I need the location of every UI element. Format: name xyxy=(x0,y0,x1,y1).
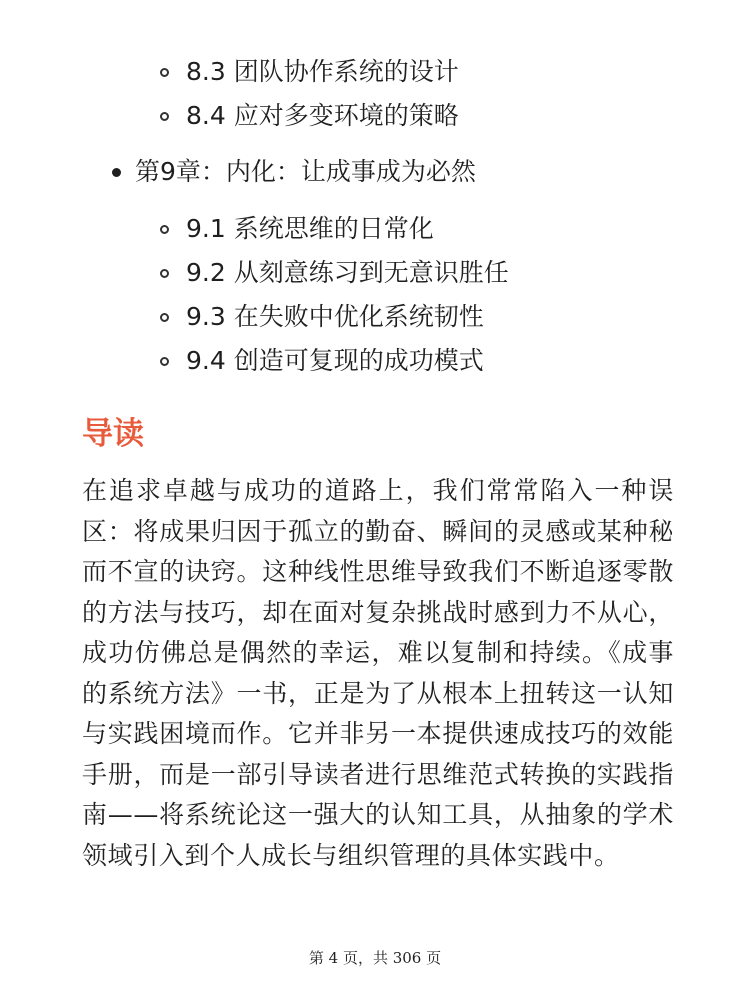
toc-item-8-4[interactable] xyxy=(160,96,459,136)
toc-item-9-1[interactable] xyxy=(160,209,434,249)
toc-item-label: 8.4 应对多变环境的策略 xyxy=(186,101,459,130)
page-number-footer: 第 4 页，共 306 页 xyxy=(308,949,442,967)
toc-item-label: 9.1 系统思维的日常化 xyxy=(186,214,434,243)
toc-item-label: 9.4 创造可复现的成功模式 xyxy=(186,346,484,375)
toc-chapter-9[interactable] xyxy=(112,152,476,192)
hollow-circle-bullet-icon xyxy=(160,68,169,77)
toc-item-9-3[interactable] xyxy=(160,297,484,337)
filled-dot-bullet-icon xyxy=(112,168,121,177)
toc-item-label: 8.3 团队协作系统的设计 xyxy=(186,57,459,86)
toc-item-label: 9.3 在失败中优化系统韧性 xyxy=(186,302,484,331)
hollow-circle-bullet-icon xyxy=(160,313,169,322)
toc-item-8-3[interactable] xyxy=(160,52,459,92)
toc-item-9-2[interactable] xyxy=(160,253,509,293)
section-heading: 导读 xyxy=(82,416,144,452)
intro-paragraph: 在追求卓越与成功的道路上，我们常常陷入一种误区：将成果归因于孤立的勤奋、瞬间的灵感或某种秘而不宣的诀窍。这种线性思维导致我们不断追逐零散的方法与技巧，却在面对复杂挑战时感到力不从心，成功仿佛总是偶然的幸运，难以复制和持续。《成事的系统方法》一书，正是为了从根本上扭转这一认知与实践困境而作。它并非另一本提供速成技巧的效能手册，而是一部引导读者进行思维范式转换的实践指南——将系统论这一强大的认知工具，从抽象的学术领域引入到个人成长与组织管理的具体实践中。 xyxy=(82,476,674,870)
hollow-circle-bullet-icon xyxy=(160,225,169,234)
toc-item-9-4[interactable] xyxy=(160,341,484,381)
hollow-circle-bullet-icon xyxy=(160,269,169,278)
hollow-circle-bullet-icon xyxy=(160,112,169,121)
toc-item-label: 9.2 从刻意练习到无意识胜任 xyxy=(186,258,509,287)
toc-chapter-label: 第9章：内化：让成事成为必然 xyxy=(135,157,476,186)
hollow-circle-bullet-icon xyxy=(160,357,169,366)
